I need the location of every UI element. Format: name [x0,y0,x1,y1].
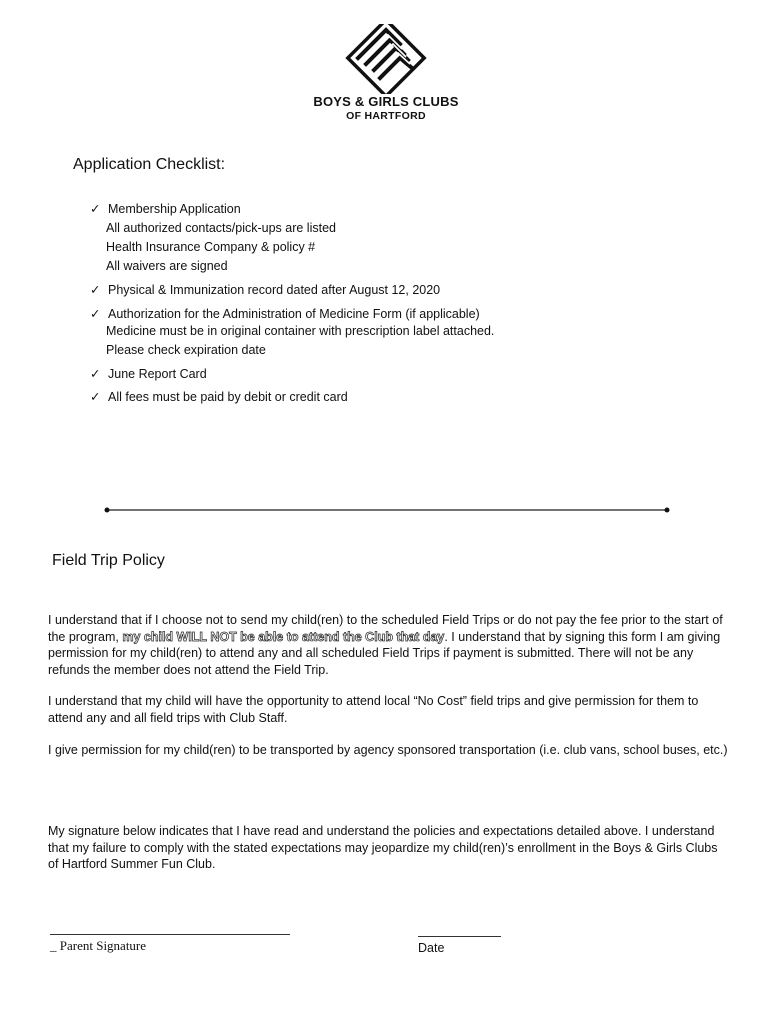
checkmark-icon: ✓ [90,307,101,321]
checklist-item [90,281,440,300]
policy-paragraph-4: My signature below indicates that I have read and understand the policies and expectations detailed above. I understand that my failure to comply with the stated expectations may jeopardize my child(ren)’s enrollment in the Boys & Girls Clubs of Hartford Summer Fun Club. [48,824,718,871]
checklist-subitem: All waivers are signed [106,259,228,273]
checkmark-icon: ✓ [90,283,101,297]
boys-girls-clubs-logo [300,24,472,128]
checklist-item-label: June Report Card [108,367,207,381]
checklist-item-label: Membership Application [108,202,241,216]
hands-logo-icon [300,24,472,94]
checklist-item [90,388,348,407]
logo-title: BOYS & GIRLS CLUBS [313,94,459,109]
checklist-subitem: Medicine must be in original container with prescription label attached. [106,324,495,338]
paragraph-text: I understand that if I choose not to send my child(ren) to the scheduled Field Trips or do not pay the fee prior to the start of the program, [48,613,723,644]
section-divider [104,507,670,513]
policy-paragraph-1 [48,612,728,678]
logo-subtitle: OF HARTFORD [346,110,426,122]
policy-paragraph-3: I give permission for my child(ren) to be transported by agency sponsored transportation (i.e. club vans, school buses, etc.) [48,743,728,757]
date-label: Date [418,941,445,955]
checkmark-icon: ✓ [90,202,101,216]
checklist-item-label: All fees must be paid by debit or credit card [108,390,348,404]
date-line[interactable] [418,926,501,937]
checklist-item [90,200,241,219]
policy-paragraph-2: I understand that my child will have the opportunity to attend local “No Cost” field trips and give permission for them to attend any and all field trips with Club Staff. [48,694,699,725]
checklist-subitem: Health Insurance Company & policy # [106,240,316,254]
checklist-title: Application Checklist: [73,156,226,173]
checklist-item-label: Authorization for the Administration of Medicine Form (if applicable) [108,307,480,321]
paragraph-text: . I understand that by signing this form I am giving permission for my child(ren) to attend any and all scheduled Field Trips if payment is submitted. There will not be any refunds the member does not attend the Field Trip. [48,629,721,677]
checklist-subitem: Please check expiration date [106,343,266,357]
checklist-item-label: Physical & Immunization record dated after August 12, 2020 [108,283,441,297]
emphasis-text: my child WILL NOT be able to attend the Club that day [122,629,445,644]
checklist-item [90,365,207,384]
parent-signature-line[interactable] [50,924,290,935]
checklist-item [90,305,480,324]
checklist-subitem: All authorized contacts/pick-ups are listed [106,221,336,235]
parent-signature-label: _ Parent Signature [50,938,147,953]
field-trip-title: Field Trip Policy [52,552,165,569]
checkmark-icon: ✓ [90,367,101,381]
checkmark-icon: ✓ [90,390,101,404]
